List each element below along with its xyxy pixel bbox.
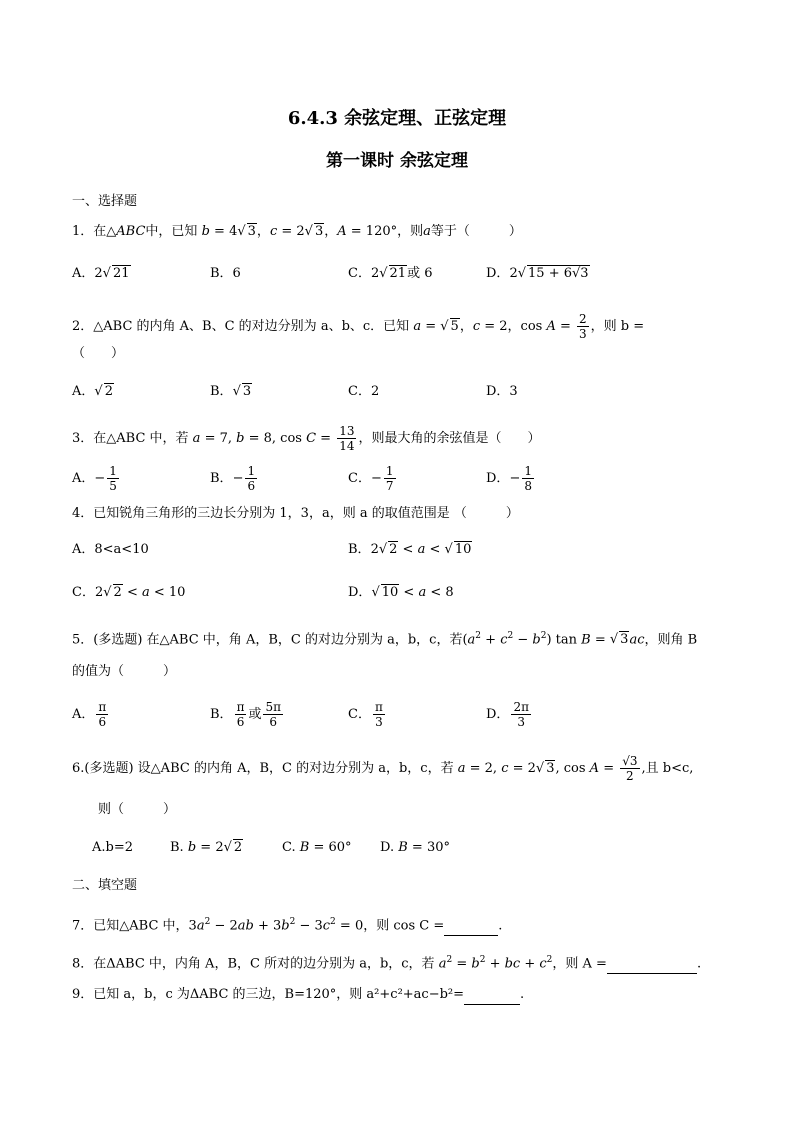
q3-option-c[interactable]: C．− $\frac{1}{7}$ [348,464,394,493]
q3-option-b[interactable]: B．− $\frac{1}{6}$ [210,464,256,493]
question-7: 7．已知△ABC 中，$3a^2 - 2ab + 3b^2 - 3c^2 = 0$，则 cos C = . [72,912,502,936]
question-5: 5．(多选题) 在△ABC 中，角 A，B，C 的对边分别为 a，b，c，若$(a^2 + c^2 - b^2)$ tan B = √ 3ac，则角 B [72,626,697,650]
section-heading-choice: 一、选择题 [72,194,138,209]
q5-option-b[interactable]: B． $\frac{\pi}{6}$ 或 $\frac{5\pi}{6}$ [210,700,281,729]
q6-option-a[interactable]: A.b=2 [92,840,134,855]
q2-option-a[interactable]: A．√ 2 [72,382,114,402]
question-8: 8．在ΔABC 中，内角 A，B，C 所对的边分别为 a，b，c，若 $a^2 = b^2$ + bc + $c^2$，则 A = . [72,950,701,974]
q4-option-a[interactable]: A．8<a<10 [72,542,149,557]
q4-option-d[interactable]: D．√ 10 < a < 8 [348,583,454,603]
q4-option-c[interactable]: C．2√ 2 < a < 10 [72,583,185,603]
question-3: 3．在△ABC 中，若 a = 7, b = 8, cos C = $\frac{13}{14}$ ，则最大角的余弦值是（ ） [72,424,541,453]
q2-paren: （ ） [72,346,125,361]
question-2: 2．△ABC 的内角 A、B、C 的对边分别为 a、b、c．已知 a = √ 5，c = 2，cos A = $\frac{2}{3}$ ，则 b = [72,312,644,341]
question-5-line2: 的值为（ ） [72,664,177,679]
q6-option-c[interactable]: C. B = 60° [282,840,352,855]
q2-option-d[interactable]: D．3 [486,384,518,399]
question-9: 9．已知 a，b，c 为ΔABC 的三边，B=120°，则 a²+c²+ac−b²= . [72,984,524,1005]
q3-option-a[interactable]: A．− $\frac{1}{5}$ [72,464,117,493]
question-6-line2: 则（ ） [98,802,177,817]
q1-option-b[interactable]: B．6 [210,266,241,281]
q1-option-d[interactable]: D．2√ 15 + 6√3 [486,264,590,284]
question-6: 6.(多选题) 设△ABC 的内角 A，B，C 的对边分别为 a，b，c，若 a = 2, c = 2√ 3, cos A = $\frac{√3}{2}$ ,且 b<c, [72,754,693,783]
q5-option-c[interactable]: C． $\frac{\pi}{3}$ [348,700,383,729]
q6-option-b[interactable]: B. b = 2√ 2 [170,838,243,858]
q2-option-b[interactable]: B．√ 3 [210,382,252,402]
q9-answer-blank[interactable] [464,984,520,1005]
q1-option-c[interactable]: C．2√ 21或 6 [348,264,432,284]
page-title: 6.4.3 余弦定理、正弦定理 [287,108,507,129]
q2-option-c[interactable]: C．2 [348,384,380,399]
q7-answer-blank[interactable] [444,915,498,936]
q3-option-d[interactable]: D．− $\frac{1}{8}$ [486,464,532,493]
q4-option-b[interactable]: B．2√ 2 < a < √ 10 [348,540,472,560]
section-heading-fill: 二、填空题 [72,878,138,893]
q6-option-d[interactable]: D. B = 30° [380,840,450,855]
q5-option-d[interactable]: D． $\frac{2\pi}{3}$ [486,700,529,729]
q5-option-a[interactable]: A． $\frac{\pi}{6}$ [72,700,107,729]
q1-option-a[interactable]: A．2√ 21 [72,264,131,284]
question-4: 4．已知锐角三角形的三边长分别为 1，3，a，则 a 的取值范围是 （ ） [72,506,519,521]
page-subtitle: 第一课时 余弦定理 [326,151,468,171]
question-1: 1．在△ABC中，已知 b = 4√ 3，c = 2√ 3，A = 120°，则a等于（ ） [72,222,522,242]
q8-answer-blank[interactable] [607,953,697,974]
